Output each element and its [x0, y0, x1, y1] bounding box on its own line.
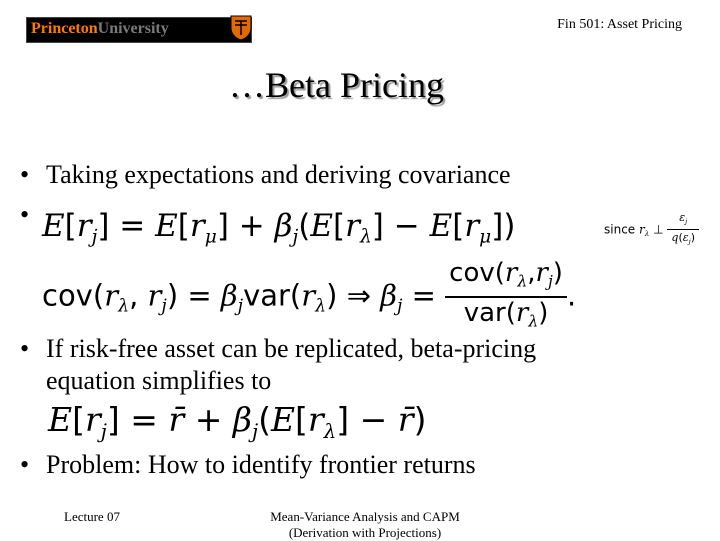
bullet-3-text-line2: equation simplifies to [46, 366, 272, 395]
footer-lecture: Lecture 07 [64, 509, 120, 524]
bullet-marker: • [20, 450, 30, 479]
bullet-4-text: Problem: How to identify frontier returns [46, 450, 476, 479]
logo-word-princeton: Princeton [31, 20, 98, 37]
logo-word-university: University [97, 20, 169, 37]
footer-topic-line2: (Derivation with Projections) [288, 525, 442, 540]
equation-expected-return: $E[r_j] = E[r_\mu] + \beta_j(E[r_\lambda] - E[r_\mu])$ [42, 208, 516, 248]
course-title: Fin 501: Asset Pricing [557, 17, 682, 32]
footer-topic-line1: Mean-Variance Analysis and CAPM [270, 509, 460, 524]
bullet-1-text: Taking expectations and deriving covariance [46, 160, 511, 189]
bullet-marker: • [20, 334, 30, 363]
equation-beta-definition: $cov(r_\lambda$, $r_j) = \beta_jvar(r_\lambda)$ ⇒ $\beta_j$ = $\frac{cov(r_\lambda,r_j)}{var(r_\lambda)}$ . [42, 258, 577, 331]
equation-riskfree-beta-pricing: $E[r_j]$ = r̄ + $\beta_j(E[r_\lambda]$ − r̄) [48, 400, 427, 443]
bullet-marker: • [20, 160, 30, 189]
shield-icon [230, 15, 252, 41]
princeton-logo [26, 17, 252, 43]
bullet-3-text-line1: If risk-free asset can be replicated, beta-pricing [46, 334, 537, 363]
orthogonality-note: since $r_\lambda$ ⊥ $\frac{\varepsilon_j}{q(\varepsilon_j)}$ [604, 210, 699, 250]
bullet-marker: • [20, 200, 30, 229]
slide-title: …Beta Pricing [229, 65, 444, 105]
